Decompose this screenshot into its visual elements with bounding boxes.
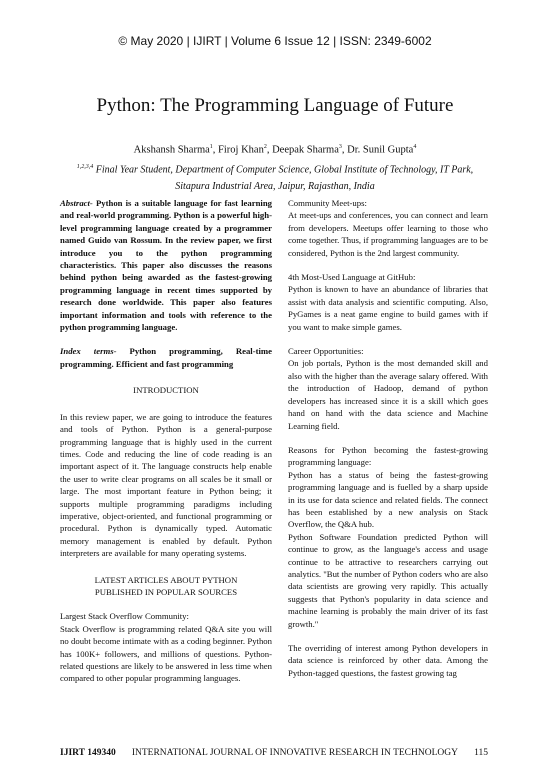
reasons-text-1: Python has a status of being the fastest-growing programming language and is fuelled by a sharp upside in its use for data science and related fields. The connect has been established by a new analysis on Stack Overflow, the Q&A hub.: [288, 469, 488, 530]
footer-article-id: IJIRT 149340: [60, 748, 116, 758]
latest-articles-heading-2: PUBLISHED IN POPULAR SOURCES: [94, 586, 238, 597]
affiliation-line-2: Sitapura Industrial Area, Jaipur, Rajasthan, India: [175, 181, 375, 193]
footer-page-number: 115: [474, 748, 488, 758]
author-name: Dr. Sunil Gupta: [347, 144, 414, 156]
abstract-text: Python is a suitable language for fast learning and real-world programming. Python is a powerful high-level programming language created by a programmer named Guido van Rossum. In the review paper, we first introduce you to the python programming characteristics. This paper also discusses the reasons behind python being awarded as the fastest-growing programming language in recent times supported by research done worldwide. This paper also features important information and tools with reference to the python programming language.: [60, 198, 272, 333]
author-name: Deepak Sharma: [272, 144, 339, 156]
introduction-text: In this review paper, we are going to introduce the features and tools of Python. Python is a general-purpose programming language that is highly used in the current times. Code and reducing the line of code reading is an important aspect of it. The language constructs help enable the user to write clear programs on all scales be it small or large. The most important feature in Python being; it supports multiple programming paradigms including imperative, object-oriented, and functional programming or procedural. Python is dynamically typed. Automatic memory management is enabled by default. Python interpreters are available for many operating systems.: [60, 411, 272, 559]
overriding-text: The overriding of interest among Python developers in data science is reinforced by other data. Among the Python-tagged questions, the fastest growing tag: [288, 643, 488, 678]
github-heading: 4th Most-Used Language at GitHub:: [288, 272, 416, 283]
reasons-heading: Reasons for Python becoming the fastest-growing programming language:: [288, 444, 488, 468]
index-terms: [60, 345, 272, 370]
reasons-text-2: Python Software Foundation predicted Python will continue to grow, as the language's access and usage continue to be attractive to researchers carrying out analytics. "But the number of Python coders who are also data scientists are growing very rapidly. This actually suggests that Python's popularity in data science and machine learning is probably the main driver of its fast growth.": [288, 531, 488, 629]
stack-overflow-text: Stack Overflow is programming related Q&A site you will no doubt become intimate with as a coding beginner. Python has 100K+ followers, and millions of questions. Python-related questions are likely to be answered in less time when compared to other popular programming languages.: [60, 623, 272, 684]
stack-overflow-heading: Largest Stack Overflow Community:: [60, 611, 189, 622]
abstract: [60, 197, 272, 333]
paper-title: Python: The Programming Language of Future: [96, 95, 454, 116]
author-name: Firoj Khan: [218, 144, 264, 156]
author-sup: 3: [338, 144, 342, 150]
introduction-heading: INTRODUCTION: [133, 385, 199, 396]
right-column: [288, 197, 488, 679]
affiliation-line-1: Final Year Student, Department of Computer Science, Global Institute of Technology, IT Park,: [93, 164, 474, 176]
career-heading: Career Opportunities:: [288, 346, 364, 357]
meetups-text: At meet-ups and conferences, you can connect and learn from developers. Meetups offer learning to those who come together. Thus, if programming languages are to be considered, Python is the 2nd largest community.: [288, 210, 488, 258]
latest-articles-heading-1: LATEST ARTICLES ABOUT PYTHON: [94, 574, 238, 585]
author-sup: 1: [209, 144, 213, 150]
meetups-heading: Community Meet-ups:: [288, 198, 367, 208]
left-column: [60, 197, 272, 685]
page-footer: [60, 748, 488, 758]
index-terms-label: Index terms-: [60, 346, 117, 357]
github-text: Python is known to have an abundance of libraries that assist with data analysis and scientific computing. Also, PyGames is a neat game engine to build games with if you want to make simple games.: [288, 284, 488, 332]
career-text: On job portals, Python is the most demanded skill and also with the higher than the average salary offered. With the introduction of Hadoop, demand of python developers has increased since it is a skill which goes hand on hand with the data science and Machine Learning field.: [288, 358, 488, 431]
footer-journal-name: INTERNATIONAL JOURNAL OF INNOVATIVE RESEARCH IN TECHNOLOGY: [131, 748, 458, 758]
affiliation-sup: 1,2,3,4: [76, 164, 94, 170]
abstract-label: Abstract-: [60, 198, 93, 208]
author-name: Akshansh Sharma: [133, 144, 210, 156]
index-terms-text: Python programming, Real-time programming. Efficient and fast programming: [60, 346, 272, 369]
author-sup: 2: [263, 144, 267, 150]
journal-header: © May 2020 | IJIRT | Volume 6 Issue 12 | ISSN: 2349-6002: [118, 34, 432, 48]
affiliation: [30, 159, 520, 195]
author-sup: 4: [413, 144, 417, 150]
author-list: Akshansh Sharma$^1$, Firoj Khan$^2$, Deepak Sharma$^3$, Dr. Sunil Gupta$^4$: [133, 144, 417, 156]
